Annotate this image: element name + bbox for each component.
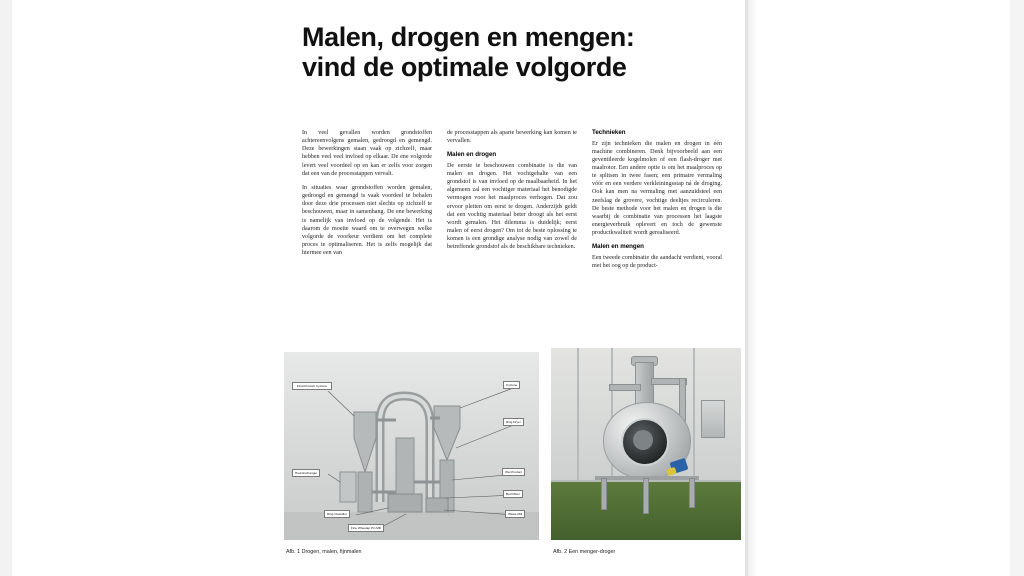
support-leg: [601, 478, 607, 510]
section-heading-malen-en-mengen: Malen en mengen: [592, 243, 644, 251]
figure-2-image: [551, 348, 741, 540]
section-heading-technieken: Technieken: [592, 129, 626, 136]
figure-1-image: [284, 352, 539, 540]
section-heading-malen-en-drogen: Malen en drogen: [447, 151, 497, 159]
paragraph: Er zijn technieken die malen en drogen in één machine combineren. Denk bijvoorbeeld aan een geventileerde kogelmolen of een flash-droger met maalrotor. Een andere optie is om het maalproces op te splitsen in twee fasen; een primaire vermaling vóór en een verdere verkleiningsstap ná de droging. Ook kan men na vermaling met aanzuidsteel een zeefslag de grovere, vochtige deeltjes recirculeren. De beste methode voor het malen en drogen is die waarbij de combinatie van processen het laagste energieverbruik oplevert en toch de gewenste productkwaliteit wordt gerealiseerd.: [592, 140, 722, 237]
figure-1-label-ring-dryer: Ring Dryer: [503, 418, 524, 426]
page-spine-shadow: [748, 0, 758, 576]
figure-1-label-final-product-cyclone: Final Product Cyclone: [292, 382, 332, 390]
scan-right-edge: [1010, 0, 1024, 576]
scan-left-edge: [0, 0, 12, 576]
figure-1-label-waste-mill: Waste Mill: [505, 510, 525, 518]
paragraph: In veel gevallen worden grondstoffen achtereenvolgens gemalen, gedroogd en gemengd. Deze bewerkingen staan vaak op zichzelf, maar hebben veel veel invloed op elkaar. De ene volgorde levert veel voordeel op en kan er zelfs voor zorgen dat een van de processtappen vervalt.: [302, 130, 432, 177]
figure-1-label-heat-exchanger: Heat Exchanger: [292, 469, 320, 477]
vessel-door-hub: [633, 430, 653, 450]
title-line-2: vind de optimale volgorde: [302, 52, 627, 82]
figure-1-label-bed-mixer: Bed Mixer: [503, 490, 523, 498]
wall-seam: [693, 348, 695, 482]
support-leg: [689, 478, 695, 508]
title-line-1: Malen, drogen en mengen:: [302, 22, 635, 52]
figure-1-caption: Afb. 1 Drogen, malen, fijnmalen: [286, 549, 362, 555]
text-column-1: [302, 129, 432, 263]
paragraph: In situaties waar grondstoffen worden gemalen, gedroogd en gemengd is vaak voordeel te behalen door deze drie processen niet slechts op zichzelf te beschouwen, maar in samenhang. De ene bewerking is namelijk van invloed op de volgende. Het is daarom de moeite waard om te overwegen welke volgorde de voorkeur verdient om het complete proces te optimaliseren. Het is zelfs mogelijk dat hiermee een van: [302, 184, 432, 257]
figure-2-caption: Afb. 2 Een menger-droger: [553, 549, 616, 555]
control-panel: [701, 400, 725, 438]
paragraph: de processtappen als aparte bewerking kan komen te vervallen.: [447, 130, 577, 145]
figure-1-label-fine-wheelap-pin-mill: Fine Wheelap Pin Mill: [348, 524, 384, 532]
text-column-3: [592, 129, 722, 276]
pipe: [609, 384, 641, 391]
figure-1-schematic-svg: [284, 352, 539, 540]
support-leg: [643, 478, 649, 514]
wall-seam: [577, 348, 579, 482]
page-title: [302, 22, 742, 82]
figure-1-label-cyclone: Cyclone: [503, 381, 520, 389]
figure-1-label-ring-classifier: Ring Classifier: [324, 510, 350, 518]
paragraph: De eerste te beschouwen combinatie is die van malen en drogen. Het vochtgehalte van een grondstof is van invloed op de maalbaarheid. In het algemeen zal een vochtiger materiaal het benodigde vermogen voor het maalproces verhogen. Dat zou ervoor pleiten om eerst te drogen. Anderzijds geldt dat een vochtig materiaal beter droogt als het eerst wordt gemalen. Het dilemma is duidelijk; eerst malen of eerst drogen? Om tot de beste oplossing te komen is een grondige analyse nodig van zowel de betreffende grondstof als de beschikbare technieken.: [447, 162, 577, 251]
paragraph: Een tweede combinatie die aandacht verdient, vooral met het oog op de product-: [592, 254, 722, 270]
text-column-2: [447, 129, 577, 258]
figure-1-label-wet-product: Wet Product: [502, 468, 525, 476]
